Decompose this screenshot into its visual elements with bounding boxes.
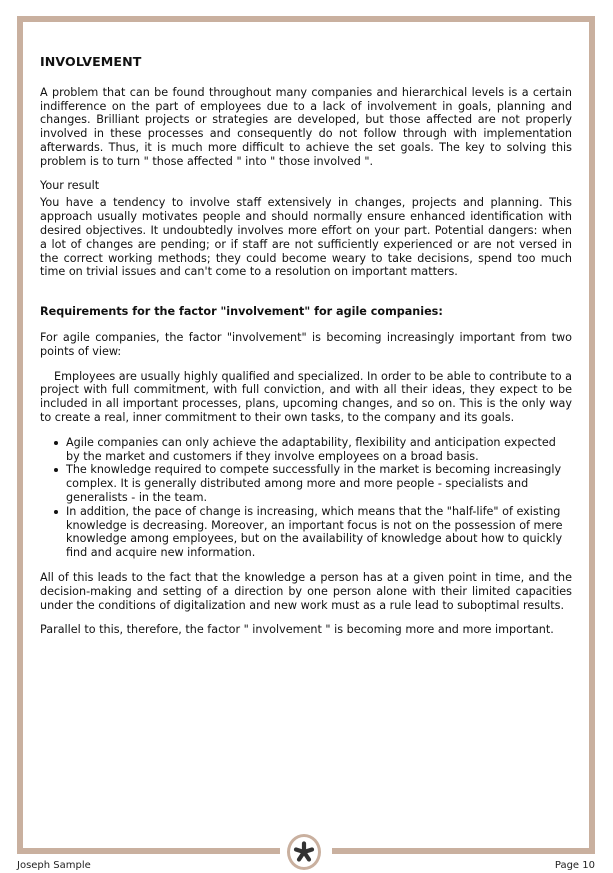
list-item: Agile companies can only achieve the adaptability, flexibility and anticipation expected by the market and customers if they involve employees on a broad basis. (66, 436, 572, 464)
result-paragraph: You have a tendency to involve staff extensively in changes, projects and planning. This approach usually motivates people and should normally ensure enhanced identification with desired objectives. It undoubtedly involves more effort on your part. Potential dangers: when a lot of changes are pending; or if staff are not sufficiently experienced or are not versed in the correct working methods; they could become weary to take decisions, spend too much time on trivial issues and can't come to a resolution on important matters. (40, 196, 572, 279)
intro-paragraph: A problem that can be found throughout many companies and hierarchical levels is a certain indifference on the part of employees due to a lack of involvement in goals, planning and changes. Brilliant projects or strategies are developed, but those affected are not properly involved in these processes and consequently do not follow through with implementation afterwards. Thus, it is much more difficult to achieve the set goals. The key to solving this problem is to turn " those affected " into " those involved ". (40, 85, 572, 168)
footer-emblem (287, 834, 321, 870)
employees-paragraph: Employees are usually highly qualified and specialized. In order to be able to contribute to a project with full commitment, with full conviction, and with all their ideas, they expect to be included in all important processes, plans, upcoming changes, and so on. This is the only way to create a real, inner commitment to their own tasks, to the company and its goals. (40, 369, 572, 424)
list-item: In addition, the pace of change is increasing, which means that the "half-life" of existing knowledge is decreasing. Moreover, an important focus is not on the possession of mere knowledge among employees, but on the availability of knowledge about how to quickly find and acquire new information. (66, 505, 572, 560)
page-content (40, 55, 572, 637)
requirements-heading: Requirements for the factor "involvement" for agile companies: (40, 305, 443, 319)
list-item: The knowledge required to compete successfully in the market is becoming increasingly complex. It is generally distributed among more and more people - specialists and generalists - in the team. (66, 463, 572, 504)
requirements-intro: For agile companies, the factor "involvement" is becoming increasingly important from two points of view: (40, 330, 572, 358)
footer-author: Joseph Sample (17, 860, 91, 871)
conclusion-paragraph: All of this leads to the fact that the knowledge a person has at a given point in time, and the decision-making and setting of a direction by one person alone with their limited capacities under the conditions of digitalization and new work must as a rule lead to suboptimal results. (40, 570, 572, 612)
result-label: Your result (40, 178, 100, 192)
closing-paragraph: Parallel to this, therefore, the factor " involvement " is becoming more and more important. (40, 623, 554, 637)
asterisk-icon (293, 841, 315, 863)
footer-page-number: Page 10 (554, 860, 595, 871)
requirements-list (40, 436, 572, 560)
section-title: INVOLVEMENT (40, 54, 142, 69)
